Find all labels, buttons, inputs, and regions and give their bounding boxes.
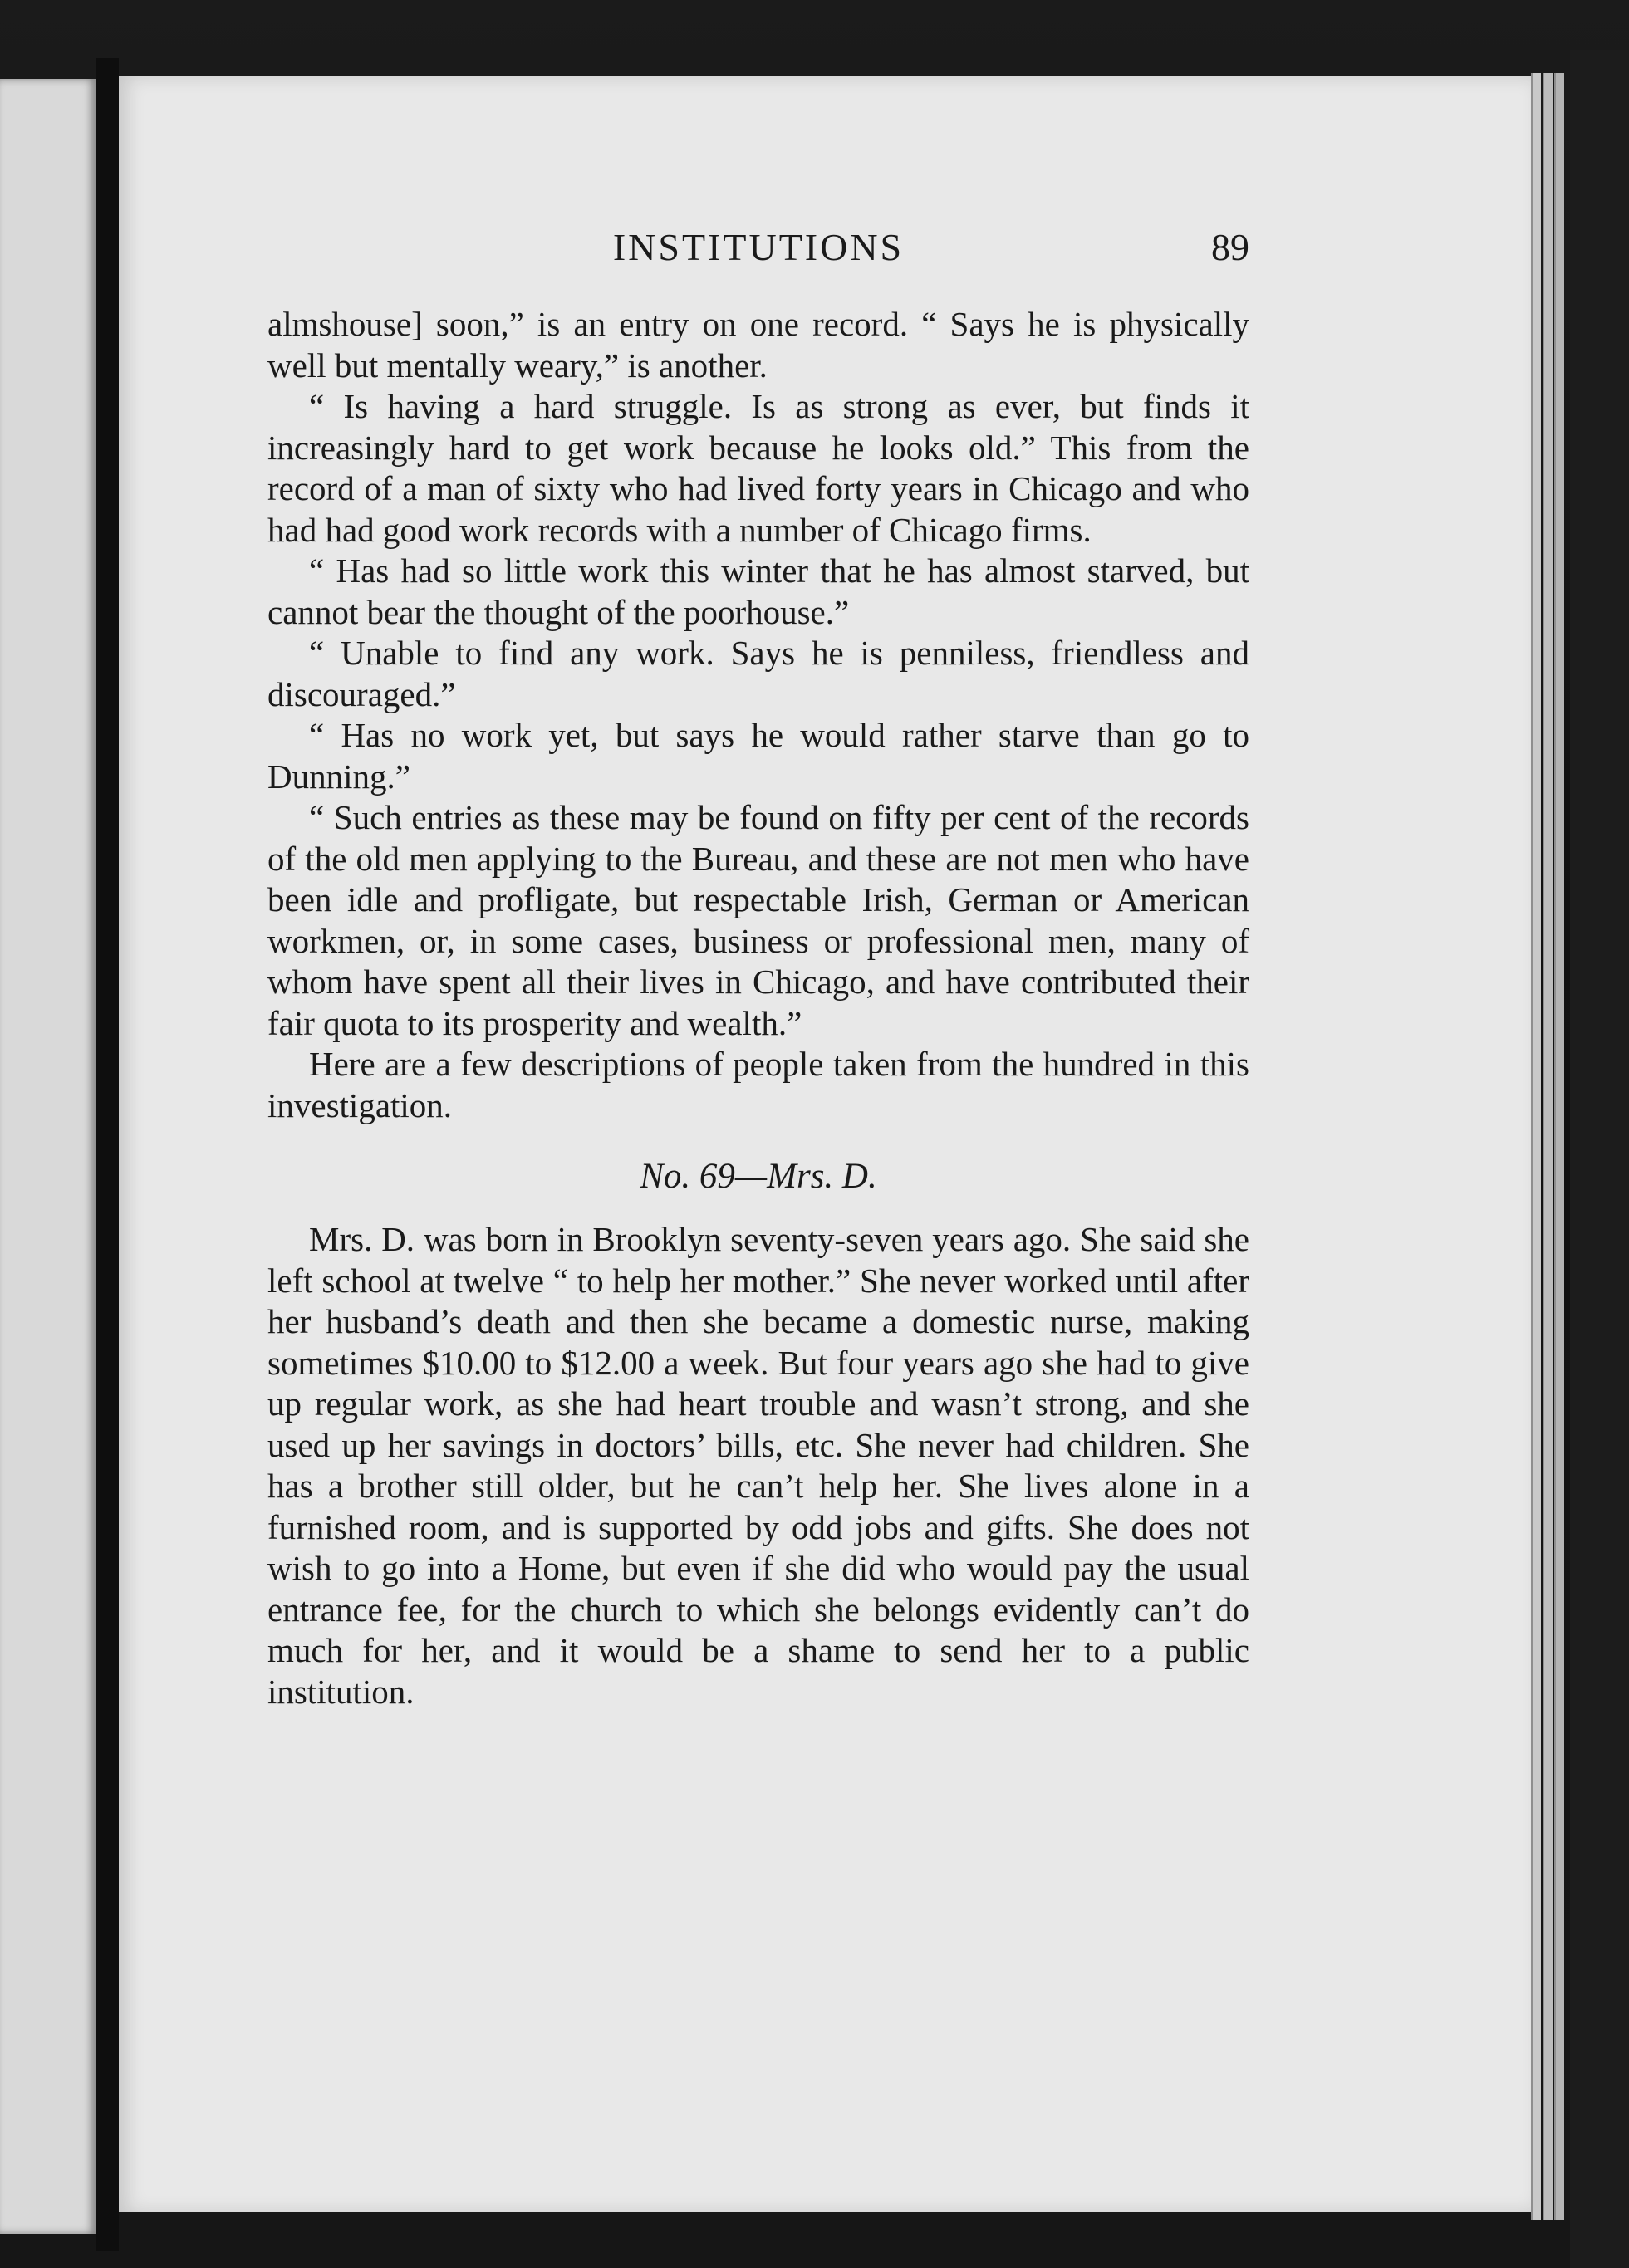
paragraph-continued: almshouse] soon,” is an entry on one record. “ Says he is physically well but mentally weary,” is another. xyxy=(267,305,1249,385)
book-spine-gutter xyxy=(96,58,119,2251)
running-title: INSTITUTIONS xyxy=(612,226,905,268)
paragraph: Mrs. D. was born in Brooklyn seventy-seven years ago. She said she left school at twelve “ to help her mother.” She never worked until after her husband’s death and then she became a domestic nurse, making sometimes $10.00 to $12.00 a week. But four years ago she had to give up regular work, as she had heart trouble and wasn’t strong, and she used up her savings in doctors’ bills, etc. She never had children. She has a brother still older, but he can’t help her. She lives alone in a furnished room, and is supported by odd jobs and gifts. She does not wish to go into a Home, but even if she did who would pay the usual entrance fee, for the church to which she belongs evidently can’t do much for her, and it would be a shame to send her to a public institution. xyxy=(267,1220,1249,1711)
page-stack-edge xyxy=(1531,73,1541,2220)
book-cover-edge xyxy=(1570,50,1629,2268)
paragraph: “ Such entries as these may be found on fifty per cent of the records of the old men applying to the Bureau, and these are not men who have been idle and profligate, but respectable Irish, German or American workmen, or, in some cases, business or professional men, many of whom have spent all their lives in Chicago, and have contributed their fair quota to its prosperity and wealth.” xyxy=(267,798,1249,1042)
page-number: 89 xyxy=(1211,226,1249,268)
paragraph: “ Has no work yet, but says he would rather starve than go to Dunning.” xyxy=(267,716,1249,796)
left-page-edge xyxy=(0,79,96,2234)
page-body xyxy=(267,304,1249,1712)
page-header xyxy=(267,223,1249,272)
paragraph: Here are a few descriptions of people taken from the hundred in this investigation. xyxy=(267,1045,1249,1124)
page-stack-edge xyxy=(1554,73,1564,2220)
page-stack-edge xyxy=(1543,73,1553,2220)
section-heading: No. 69—Mrs. D. xyxy=(640,1157,877,1196)
paragraph: “ Has had so little work this winter that he has almost starved, but cannot bear the thought of the poorhouse.” xyxy=(267,551,1249,631)
paragraph: “ Is having a hard struggle. Is as strong as ever, but finds it increasingly hard to get work because he looks old.” This from the record of a man of sixty who had lived forty years in Chicago and who had had good work records with a number of Chicago firms. xyxy=(267,387,1249,549)
paragraph: “ Unable to find any work. Says he is penniless, friendless and discouraged.” xyxy=(267,634,1249,713)
